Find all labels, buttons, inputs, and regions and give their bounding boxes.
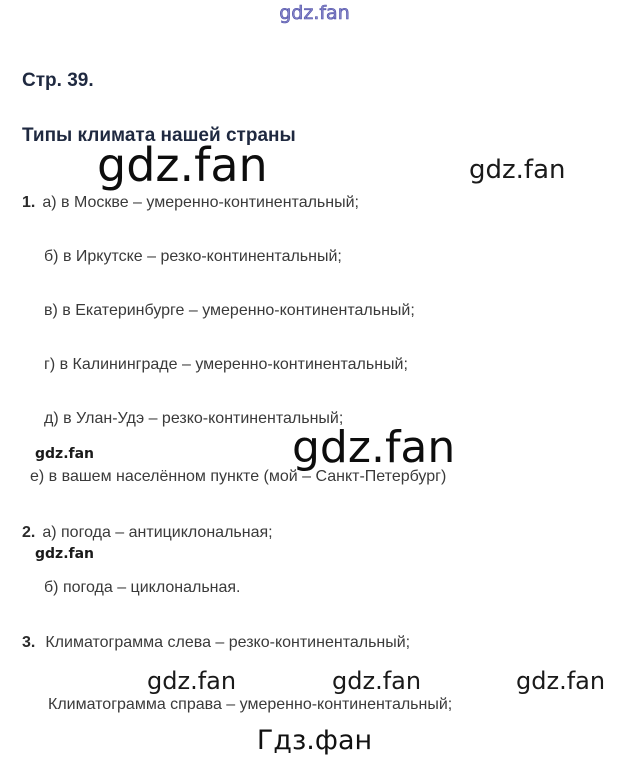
task1-item-a: а) в Москве – умеренно-континентальный;: [42, 194, 359, 211]
task2-number: 2.: [22, 524, 36, 541]
task3-item-left: Климатограмма слева – резко-континентальный;: [45, 634, 411, 651]
watermark-row-3: gdz.fan: [516, 667, 606, 695]
task3-item-right: Климатограмма справа – умеренно-континентальный;: [48, 696, 453, 713]
task1-item-b: б) в Иркутске – резко-континентальный;: [44, 248, 342, 265]
watermark-inline-1: gdz.fan: [35, 446, 95, 462]
watermark-row-1: gdz.fan: [147, 667, 237, 695]
watermark-center-large: gdz.fan: [292, 422, 456, 473]
task3-line-left: [22, 634, 410, 652]
task1-item-g: г) в Калининграде – умеренно-континентальный;: [44, 356, 408, 373]
page-title: Типы климата нашей страны: [22, 125, 296, 146]
task2-item-a: а) погода – антициклональная;: [42, 524, 273, 541]
task1-item-e: е) в вашем населённом пункте (мой – Санкт-Петербург): [30, 468, 447, 485]
footer-brand: Гдз.фан: [256, 725, 373, 756]
task1-item-d: д) в Улан-Удэ – резко-континентальный;: [44, 410, 344, 427]
task1-number: 1.: [22, 194, 36, 211]
watermark-inline-2: gdz.fan: [35, 546, 95, 562]
task3-number: 3.: [22, 634, 36, 651]
task1-item-v: в) в Екатеринбурге – умеренно-континентальный;: [44, 302, 415, 319]
watermark-top: gdz.fan: [279, 2, 350, 24]
watermark-row-2: gdz.fan: [332, 667, 422, 695]
page-reference: Стр. 39.: [22, 70, 94, 91]
task2-item-b: б) погода – циклональная.: [44, 579, 241, 596]
task1-line-a: [22, 194, 359, 212]
watermark-large-left: gdz.fan: [97, 138, 268, 192]
task2-line-a: [22, 524, 273, 542]
watermark-small-right: gdz.fan: [469, 155, 566, 185]
